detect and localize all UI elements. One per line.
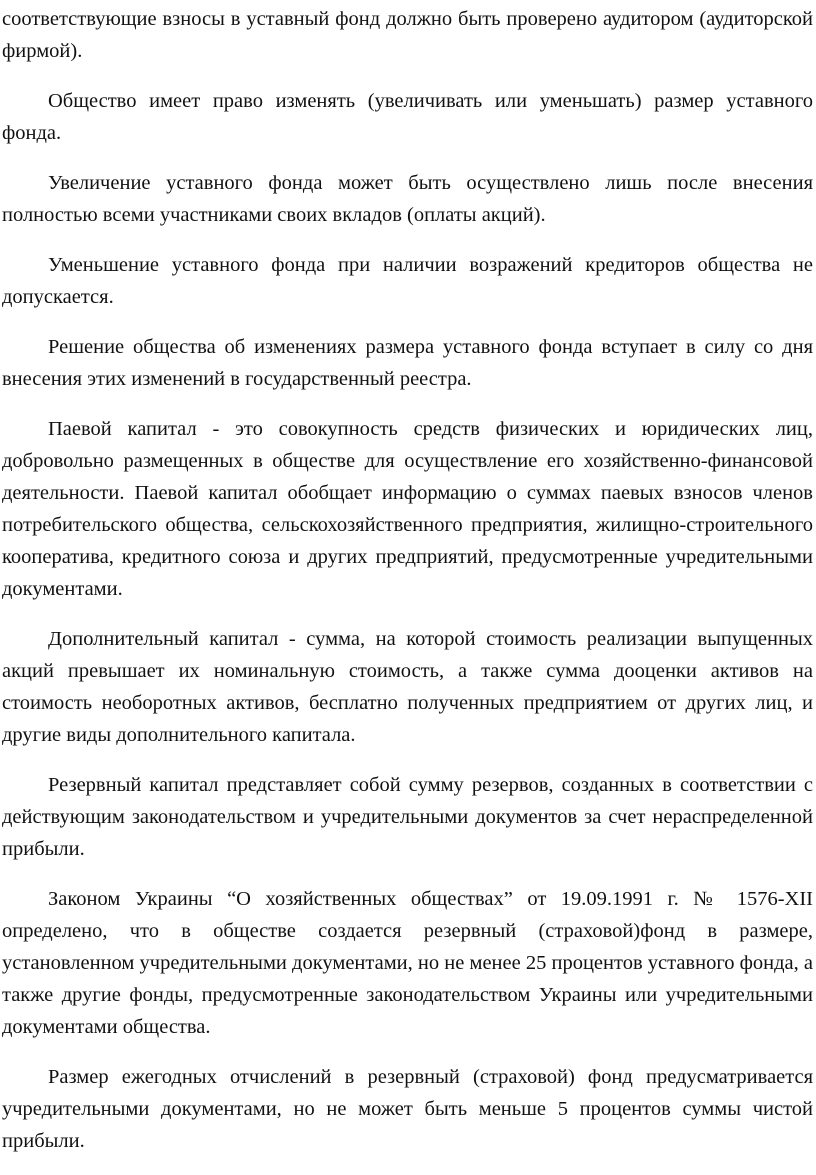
paragraph-registry-decision: Решение общества об изменениях размера уставного фонда вступает в силу со дня внесения этих изменений в государственный реестра. xyxy=(2,336,813,390)
paragraph-annual-deductions: Размер ежегодных отчислений в резервный (страховой) фонд предусматривается учредительными документами, но не может быть меньше 5 процентов суммы чистой прибыли. xyxy=(2,1066,813,1152)
paragraph-fund-increase: Увеличение уставного фонда может быть осуществлено лишь после внесения полностью всеми участниками своих вкладов (оплаты акций). xyxy=(2,172,813,226)
document-body xyxy=(2,3,813,1175)
paragraph-law-reference: Законом Украины “О хозяйственных обществах” от 19.09.1991 г. № 1576-XII определено, что в обществе создается резервный (страховой)фонд в размере, установленном учредительными документами, но не менее 25 процентов уставного фонда, а также другие фонды, предусмотренные законодательством Украины или учредительными документами общества. xyxy=(2,888,813,1038)
paragraph-additional-capital: Дополнительный капитал - сумма, на которой стоимость реализации выпущенных акций превышает их номинальную стоимость, а также сумма дооценки активов на стоимость необоротных активов, бесплатно полученных предприятием от других лиц, и другие виды дополнительного капитала. xyxy=(2,628,813,746)
paragraph-fund-decrease: Уменьшение уставного фонда при наличии возражений кредиторов общества не допускается. xyxy=(2,254,813,308)
paragraph-share-capital: Паевой капитал - это совокупность средств физических и юридических лиц, добровольно размещенных в обществе для осуществление его хозяйственно-финансовой деятельности. Паевой капитал обобщает информацию о суммах паевых взносов членов потребительского общества, сельскохозяйственного предприятия, жилищно-строительного кооператива, кредитного союза и других предприятий, предусмотренные учредительными документами. xyxy=(2,418,813,600)
paragraph-reserve-capital: Резервный капитал представляет собой сумму резервов, созданных в соответствии с действующим законодательством и учредительными документов за счет нераспределенной прибыли. xyxy=(2,774,813,860)
paragraph-change-fund-right: Общество имеет право изменять (увеличивать или уменьшать) размер уставного фонда. xyxy=(2,90,813,144)
paragraph-audit-contributions: соответствующие взносы в уставный фонд должно быть проверено аудитором (аудиторской фирмой). xyxy=(2,8,813,62)
